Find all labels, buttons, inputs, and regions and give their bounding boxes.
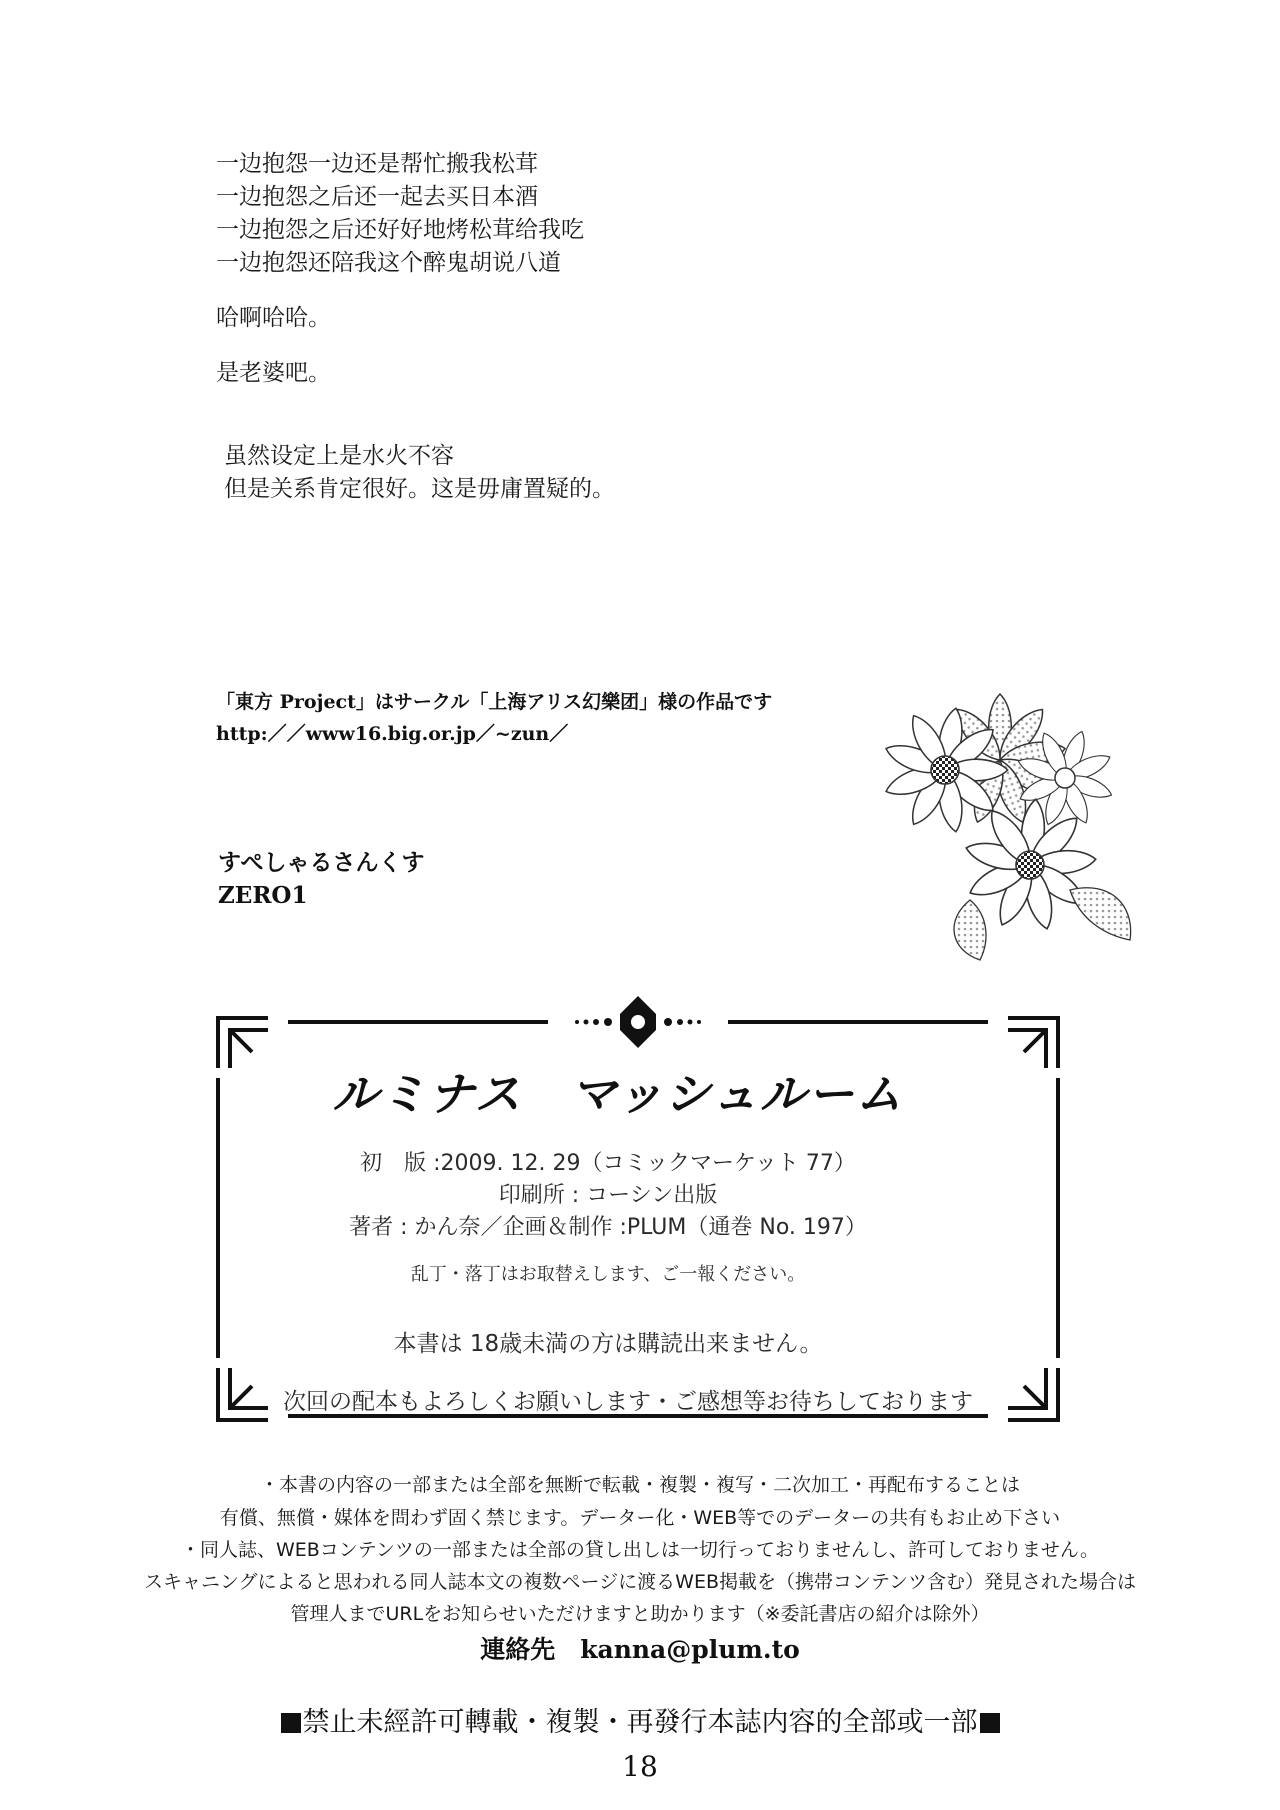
no-reprint-notice: [240, 1700, 1040, 1739]
page-number: 18: [622, 1750, 658, 1783]
afterword-laugh: 哈啊哈哈。: [216, 305, 331, 331]
book-title: ルミナス マッシュルーム: [332, 1067, 904, 1121]
disclaimer-line: ・同人誌、WEBコンテンツの一部または全部の貸し出しは一切行っておりませんし、許可しておりません。: [180, 1539, 1100, 1561]
special-thanks-label: すぺしゃるさんくす: [218, 849, 425, 876]
copyright-text: 「東方 Project」はサークル「上海アリス幻樂团」様の作品です: [216, 691, 773, 713]
disclaimer-line: 管理人までURLをお知らせいただけますと助かります（※委託書店の紹介は除外）: [290, 1603, 990, 1625]
edition-info: 初 版 :2009. 12. 29（コミックマーケット 77）: [360, 1151, 856, 1176]
disclaimer-line: ・本書の内容の一部または全部を無断で転載・複製・複写・二次加工・再配布することは: [259, 1474, 1020, 1496]
disclaimer-line: 有償、無償・媒体を問わず固く禁じます。データー化・WEB等でのデーターの共有もお止め下さい: [219, 1507, 1061, 1529]
author-info: 著者 : かん奈／企画＆制作 :PLUM（通巻 No. 197）: [349, 1215, 867, 1240]
copyright-notice: [216, 686, 772, 750]
frame-ornament: [548, 996, 728, 1048]
special-thanks-member: ZERO1: [218, 882, 308, 909]
afterword-wife: 是老婆吧。: [216, 360, 331, 386]
disclaimer-line: スキャニングによると思われる同人誌本文の複数ページに渡るWEB掲載を（携帯コンテンツ含む）発見された場合は: [143, 1571, 1137, 1593]
copyright-url: http:／／www16.big.or.jp／~zun／: [216, 723, 569, 745]
afterword-line: 一边抱怨之后还好好地烤松茸给我吃: [216, 217, 584, 243]
black-square-icon: [281, 1713, 301, 1733]
contact-info: 連絡先 kanna@plum.to: [480, 1635, 800, 1664]
afterword-line: 一边抱怨之后还一起去买日本酒: [216, 184, 538, 210]
afterword-line: 一边抱怨还陪我这个醉鬼胡说八道: [216, 250, 561, 276]
defect-notice: 乱丁・落丁はお取替えします、ご一報ください。: [410, 1264, 806, 1285]
black-square-icon: [980, 1713, 1000, 1733]
printer-info: 印刷所 : コーシン出版: [498, 1183, 718, 1208]
afterword-text: [216, 148, 615, 506]
flower-illustration: [860, 650, 1160, 970]
no-reprint-text: 禁止未經許可轉載・複製・再發行本誌内容的全部或一部: [302, 1707, 978, 1738]
afterword-setting-2: 但是关系肯定很好。这是毋庸置疑的。: [224, 476, 615, 502]
afterword-setting-1: 虽然设定上是水火不容: [224, 443, 454, 469]
next-issue-notice: 次回の配本もよろしくお願いします・ご感想等お待ちしております: [283, 1389, 973, 1415]
afterword-line: 一边抱怨一边还是帮忙搬我松茸: [216, 151, 538, 177]
age-notice: 本書は 18歳未満の方は購読出来ません。: [393, 1331, 823, 1357]
special-thanks: [218, 846, 425, 912]
